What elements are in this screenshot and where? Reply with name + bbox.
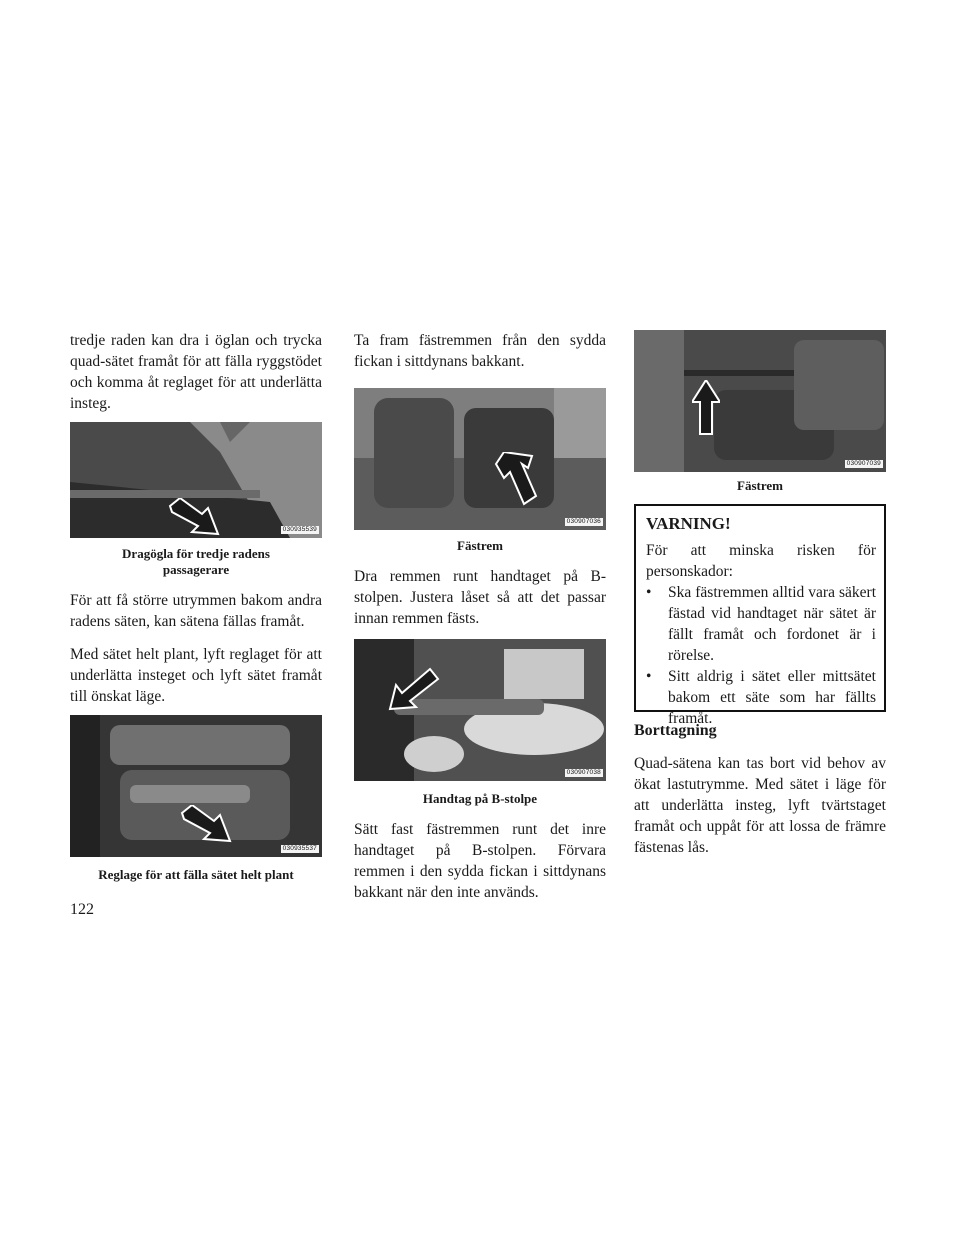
figure-caption: Fästrem xyxy=(737,478,783,493)
warning-title: VARNING! xyxy=(646,514,731,533)
arrow-icon xyxy=(178,805,238,849)
paragraph: Ta fram fästremmen från den sydda fickan i sittdynans bakkant. xyxy=(354,332,606,370)
figure-photo-strap xyxy=(354,388,606,530)
page-number: 122 xyxy=(70,901,94,918)
column-3 xyxy=(634,330,886,494)
figure-photo-drag-loop xyxy=(70,422,322,538)
paragraph: Sätt fast fästremmen runt det inre handtaget på B-stolpen. Förvara remmen i den sydda fickan i sittdynans bakkant när den inte används. xyxy=(354,821,606,901)
column-1 xyxy=(70,330,322,883)
list-item xyxy=(646,582,876,666)
list-item-text: Sitt aldrig i sätet eller mittsätet bakom ett säte som har fällts framåt. xyxy=(668,668,876,727)
column-2 xyxy=(354,330,606,903)
section-heading: Borttagning xyxy=(634,722,717,739)
section-removal xyxy=(634,720,886,858)
arrow-icon xyxy=(692,380,720,436)
figure-caption: Handtag på B-stolpe xyxy=(422,791,538,806)
figure-code: 030907039 xyxy=(846,460,881,467)
figure-photo-b-pillar-handle xyxy=(354,639,606,781)
caption-line: passagerare xyxy=(162,562,230,577)
paragraph: tredje raden kan dra i öglan och trycka quad-sätet framåt för att fälla ryggstödet och komma åt reglaget för att underlätta insteg. xyxy=(70,332,322,412)
warning-list xyxy=(646,582,876,729)
warning-intro: För att minska risken för personskador: xyxy=(646,542,876,580)
paragraph: För att få större utrymmen bakom andra radens säten, kan sätena fällas framåt. xyxy=(70,592,322,630)
figure-code: 030907036 xyxy=(566,518,601,525)
arrow-icon xyxy=(166,498,226,538)
list-item-text: Ska fästremmen alltid vara säkert fästad vid handtaget när sätet är fällt framåt och fordonet är i rörelse. xyxy=(668,584,876,664)
warning-box xyxy=(634,504,886,727)
photo-shapes xyxy=(354,388,606,530)
figure-code: 030935537 xyxy=(282,845,317,852)
figure-code: 030907038 xyxy=(566,769,601,776)
paragraph: Dra remmen runt handtaget på B-stolpen. Justera låset så att det passar innan remmen fästs. xyxy=(354,568,606,627)
figure-caption xyxy=(70,546,322,578)
caption-line: Dragögla för tredje radens xyxy=(122,546,270,561)
figure-photo-fold-lever xyxy=(70,715,322,857)
paragraph: Quad-sätena kan tas bort vid behov av ökat lastutrymme. Med sätet i läge för att underlätta insteg, lyft tvärtstaget framåt och uppåt för att lossa de främre fästenas lås. xyxy=(634,755,886,856)
bullet-icon: • xyxy=(646,584,652,601)
photo-shapes xyxy=(634,330,886,472)
bullet-icon: • xyxy=(646,668,652,685)
arrow-icon xyxy=(386,665,442,717)
figure-photo-strap-attached xyxy=(634,330,886,472)
figure-caption: Reglage för att fälla sätet helt plant xyxy=(98,867,294,882)
figure-code: 030935539 xyxy=(282,526,317,533)
paragraph: Med sätet helt plant, lyft reglaget för att underlätta insteget och lyft sätet framåt till önskat läge. xyxy=(70,646,322,705)
arrow-icon xyxy=(492,452,540,508)
figure-caption: Fästrem xyxy=(457,538,503,553)
